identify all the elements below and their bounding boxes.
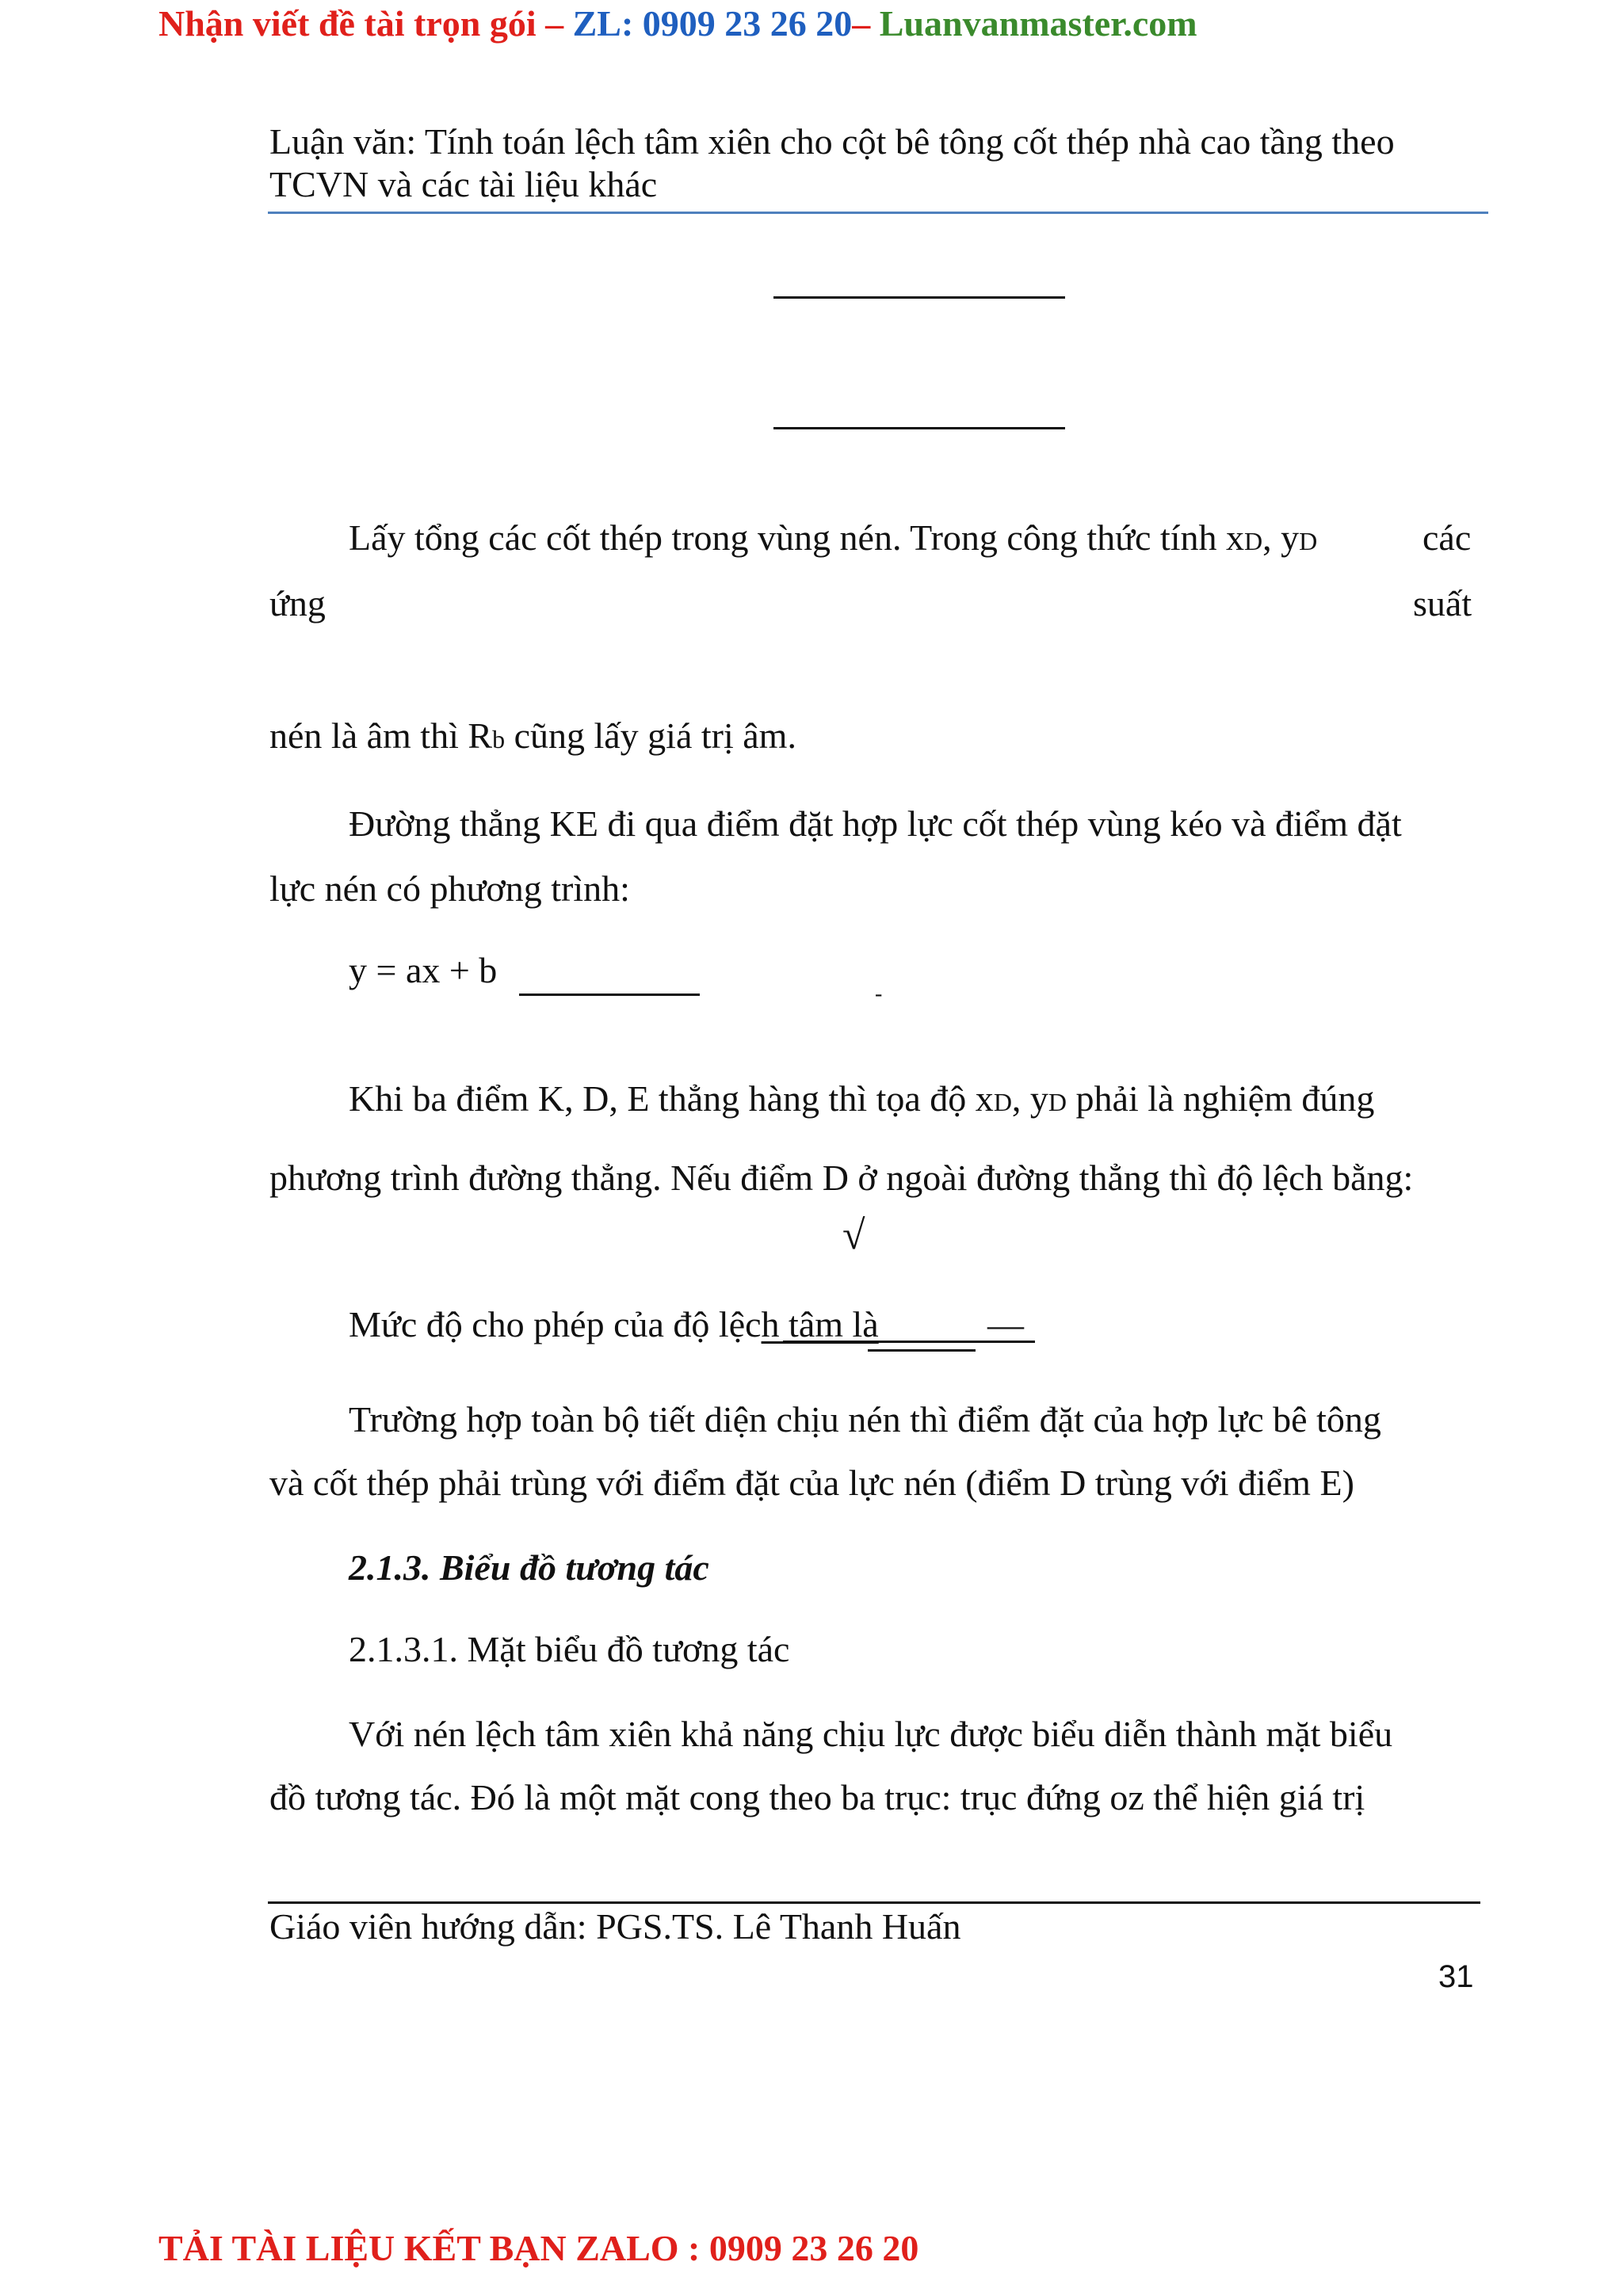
banner-separator-2: – <box>852 3 880 44</box>
bottom-banner[interactable]: TẢI TÀI LIỆU KẾT BẠN ZALO : 0909 23 26 20 <box>158 2228 919 2268</box>
running-header <box>269 120 1395 206</box>
sub-section-heading: 2.1.3.1. Mặt biểu đồ tương tác <box>349 1629 790 1669</box>
equation-line: y = ax + b <box>349 950 498 990</box>
footer-advisor: Giáo viên hướng dẫn: PGS.TS. Lê Thanh Huấn <box>269 1906 961 1947</box>
paragraph-5-line-2: và cốt thép phải trùng với điểm đặt của lực nén (điểm D trùng với điểm E) <box>269 1463 1354 1503</box>
p3-text-a: Khi ba điểm K, D, E thẳng hàng thì tọa độ x <box>349 1078 994 1119</box>
formula-fraction-line-2 <box>773 427 1065 429</box>
tolerance-dash: — <box>987 1304 1024 1344</box>
paragraph-2-line-2: lực nén có phương trình: <box>269 868 630 909</box>
paragraph-3-line-1 <box>349 1077 1374 1123</box>
subscript-b: b <box>492 725 506 753</box>
p4-text-a: Mức độ cho phép của độ lệc <box>349 1304 762 1344</box>
p1-line3-text-end: cũng lấy giá trị âm. <box>505 715 796 756</box>
word-suat: suất <box>1413 583 1472 624</box>
subscript-d-2: D <box>1299 527 1318 555</box>
p1-line3-text: nén là âm thì R <box>269 715 493 756</box>
banner-separator: – <box>536 3 573 44</box>
page-number: 31 <box>1438 1959 1474 1994</box>
subscript-d: D <box>1244 527 1263 555</box>
formula-fraction-line-1 <box>773 296 1065 299</box>
word-cac: các <box>1423 517 1472 558</box>
top-banner <box>158 0 1197 48</box>
paragraph-5-line-1: Trường hợp toàn bộ tiết diện chịu nén thì điểm đặt của hợp lực bê tông <box>349 1399 1381 1440</box>
tolerance-fraction-line <box>868 1349 976 1352</box>
p1-text: Lấy tổng các cốt thép trong vùng nén. Trong công thức tính x <box>349 517 1245 558</box>
paragraph-1-line-3 <box>269 715 796 761</box>
header-rule <box>268 212 1488 214</box>
banner-service-text: Nhận viết đề tài trọn gói <box>158 3 537 44</box>
paragraph-4 <box>349 1303 879 1346</box>
p3-text-c: phải là nghiệm đúng <box>1067 1078 1375 1119</box>
subscript-d-3: D <box>993 1088 1012 1116</box>
header-title-line-2: TCVN và các tài liệu khác <box>269 164 658 204</box>
paragraph-3-line-2: phương trình đường thẳng. Nếu điểm D ở ngoài đường thẳng thì độ lệch bằng: <box>269 1158 1414 1198</box>
section-heading: 2.1.3. Biểu đồ tương tác <box>349 1547 709 1588</box>
header-title-line-1: Luận văn: Tính toán lệch tâm xiên cho cột bê tông cốt thép nhà cao tầng theo <box>269 121 1395 162</box>
banner-zalo-phone[interactable]: ZL: 0909 23 26 20 <box>572 3 853 44</box>
banner-website-link[interactable]: Luanvanmaster.com <box>879 3 1197 44</box>
small-dash-mark: - <box>875 982 883 1006</box>
equation-underline <box>519 994 700 996</box>
paragraph-2-line-1: Đường thẳng KE đi qua điểm đặt hợp lực cốt thép vùng kéo và điểm đặt <box>349 803 1402 844</box>
sqrt-symbol: √ <box>842 1213 865 1258</box>
paragraph-6-line-1: Với nén lệch tâm xiên khả năng chịu lực được biểu diễn thành mặt biểu <box>349 1714 1393 1754</box>
p3-text-b: , y <box>1011 1078 1048 1119</box>
word-ung: ứng <box>269 583 326 624</box>
p1-comma: , y <box>1262 517 1300 558</box>
paragraph-6-line-2: đồ tương tác. Đó là một mặt cong theo ba trục: trục đứng oz thể hiện giá trị <box>269 1777 1365 1817</box>
paragraph-1-line-1 <box>349 517 1317 563</box>
p4-text-b: h tâm là <box>761 1304 879 1344</box>
subscript-d-4: D <box>1048 1088 1067 1116</box>
